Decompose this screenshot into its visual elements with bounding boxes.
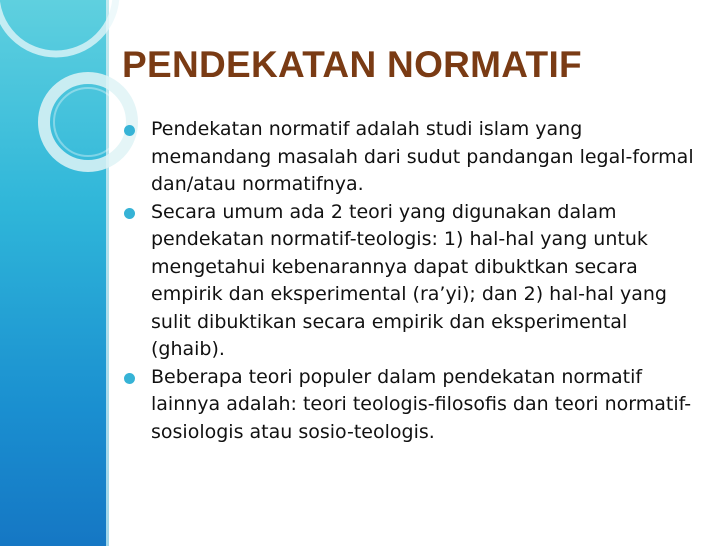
bullet-list <box>122 116 706 446</box>
bullet-dot-icon <box>124 373 135 384</box>
bullet-item <box>122 364 706 447</box>
bullet-item <box>122 116 706 199</box>
bullet-text: Beberapa teori populer dalam pendekatan normatif lainnya adalah: teori teologis-filosofis dan teori normatif-sosiologis atau sosio-teologis. <box>151 365 692 443</box>
bullet-text: Pendekatan normatif adalah studi islam yang memandang masalah dari sudut pandangan legal-formal dan/atau normatifnya. <box>151 118 694 195</box>
bullet-dot-icon <box>124 208 135 219</box>
bullet-text: Secara umum ada 2 teori yang digunakan dalam pendekatan normatif-teologis: 1) hal-hal yang untuk mengetahui kebenarannya dapat dibuktkan secara empirik dan eksperimental (ra’yi); dan 2) hal-hal yang sulit dibuktikan secara empirik dan eksperimental (ghaib). <box>151 200 667 360</box>
bullet-dot-icon <box>124 125 135 136</box>
bullet-item <box>122 199 706 364</box>
slide-title: PENDEKATAN NORMATIF <box>122 44 582 85</box>
